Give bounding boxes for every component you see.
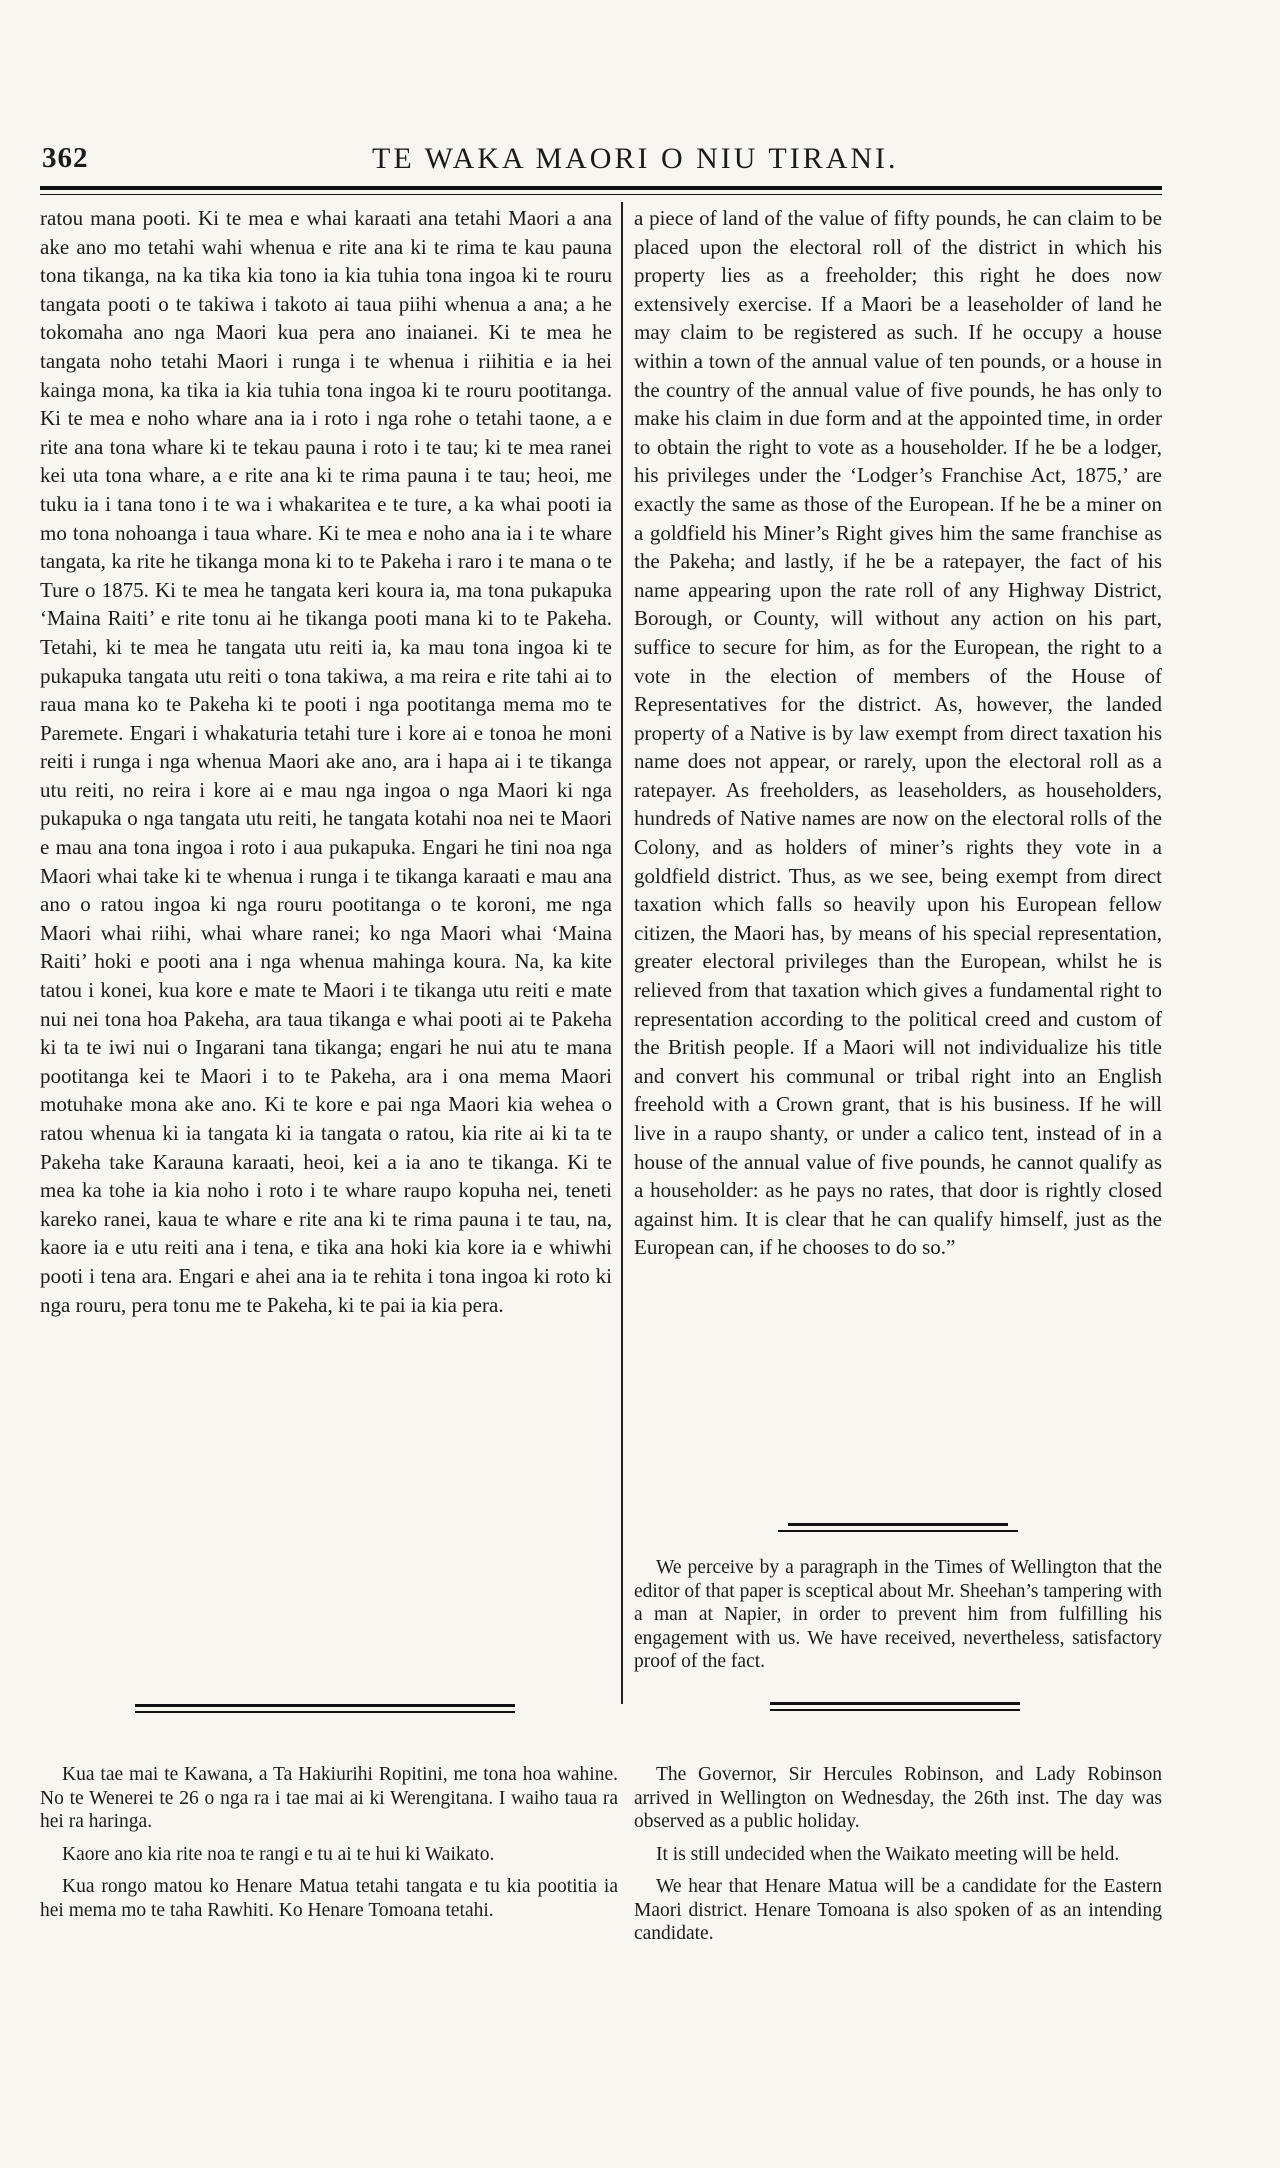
notes-separator-left-top (135, 1704, 515, 1707)
page-header (42, 138, 1162, 182)
maori-note-waikato: Kaore ano kia rite noa te rangi e tu ai te hui ki Waikato. (62, 1843, 495, 1865)
notes-separator-right-bottom (770, 1709, 1020, 1711)
header-rule-thin (40, 194, 1162, 195)
left-column-article (40, 204, 612, 1319)
times-notice-text: We perceive by a paragraph in the Times of Wellington that the editor of that paper is sceptical about Mr. Sheehan’s tampering with a man at Napier, in order to prevent him from fulfilling his engagement with us. We have received, nevertheless, satisfactory proof of the fact. (634, 1557, 1162, 1672)
times-notice (634, 1556, 1162, 1683)
page-number: 362 (42, 142, 89, 174)
notes-separator-right-top (770, 1702, 1020, 1705)
header-rule-thick (40, 186, 1162, 190)
masthead-title: TE WAKA MAORI O NIU TIRANI. (372, 142, 899, 175)
english-article-text: a piece of land of the value of fifty pounds, he can claim to be placed upon the electoral roll of the district in which his property lies as a freeholder; this right he does now extensively exercise. If a Maori be a leaseholder of land he may claim to be registered as such. If he occupy a house within a town of the annual value of ten pounds, or a house in the country of the annual value of five pounds, he has only to make his claim in due form and at the appointed time, in order to obtain the right to vote as a householder. If he be a lodger, his privileges under the ‘Lodger’s Franchise Act, 1875,’ are exactly the same as those of the European. If he be a miner on a goldfield his Miner’s Right gives him the same franchise as the Pakeha; and lastly, if he be a ratepayer, the fact of his name appearing upon the rate roll of any Highway District, Borough, or County, will without any action on his part, suffice to secure for him, as for the European, the right to a vote in the election of members of the House of Representatives for the district. As, however, the landed property of a Native is by law exempt from direct taxation his name does not appear, or rarely, upon the electoral roll as a ratepayer. As freeholders, as leaseholders, as householders, hundreds of Native names are now on the electoral rolls of the Colony, and as holders of miner’s rights they vote in a goldfield district. Thus, as we see, being exempt from direct taxation which falls so heavily upon his European fellow citizen, the Maori has, by means of his special representation, greater electoral privileges than the European, whilst he is relieved from that taxation which gives a fundamental right to representation according to the political creed and custom of the British people. If a Maori will not individualize his title and convert his communal or tribal right into an English freehold with a Crown grant, that is his business. If he will live in a raupo shanty, or under a calico tent, instead of in a house of the annual value of five pounds, he cannot qualify as a householder: as he pays no rates, that door is rightly closed against him. It is clear that he can qualify himself, just as the European can, if he chooses to do so.” (634, 206, 1162, 1260)
english-note-candidates: We hear that Henare Matua will be a candidate for the Eastern Maori district. Henare Tomoana is also spoken of as an intending candidate. (634, 1876, 1162, 1944)
notes-separator-left-bottom (135, 1711, 515, 1713)
english-note-governor: The Governor, Sir Hercules Robinson, and Lady Robinson arrived in Wellington on Wednesday, the 26th inst. The day was observed as a public holiday. (634, 1764, 1162, 1832)
english-short-notes (634, 1763, 1162, 1955)
english-note-waikato: It is still undecided when the Waikato meeting will be held. (656, 1843, 1120, 1865)
notice-separator-top (788, 1523, 1008, 1526)
maori-article-text: ratou mana pooti. Ki te mea e whai karaati ana tetahi Maori a ana ake ano mo tetahi wahi whenua e rite ana ki te rima te kau pauna tona tikanga, na ka tika kia tono ia kia tuhia tona ingoa ki te rouru tangata pooti o te takiwa i takoto ai taua piihi whenua a ana; a he tokomaha ano nga Maori kua pera ano inaianei. Ki te mea he tangata noho tetahi Maori i runga i te whenua i riihitia e ia hei kainga mona, ka tika ia kia tuhia tona ingoa ki te rouru pootitanga. Ki te mea e noho whare ana ia i roto i nga rohe o tetahi taone, a e rite ana tona whare ki te tekau pauna i roto i te tau; ki te mea ranei kei uta tona whare, a e rite ana ki te rima pauna i te tau; heoi, me tuku ia i tana tono i te wa i whakaritea e te ture, a ka whai pooti ia mo tona nohoanga i taua whare. Ki te mea e noho ana ia i te whare tangata, ka rite he tikanga mona ki to te Pakeha i raro i te mana o te Ture o 1875. Ki te mea he tangata keri koura ia, ma tona pukapuka ‘Maina Raiti’ e rite tonu ai he tikanga pooti mana ki to te Pakeha. Tetahi, ki te mea he tangata utu reiti ia, ka mau tona ingoa ki te pukapuka tangata utu reiti o tona takiwa, a ma reira e rite tahi ai to raua mana ko te Pakeha ki te pooti i nga pootitanga mema mo te Paremete. Engari i whakaturia tetahi ture i kore ai e tonoa he moni reiti i runga i nga whenua Maori ake ano, ara i hapa ai i te tikanga utu reiti, no reira i kore ai e mau nga ingoa o nga Maori ki nga pukapuka o nga tangata utu reiti, he tangata kotahi noa nei te Maori e mau ana tona ingoa i roto i aua pukapuka. Engari he tini noa nga Maori whai take ki te whenua i runga i te tikanga karaati e mau ana ano o ratou ingoa ki nga rouru pootitanga o te koroni, me nga Maori whai riihi, whai whare ranei; ko nga Maori whai ‘Maina Raiti’ hoki e pooti ana i nga whenua mahinga koura. Na, ka kite tatou i konei, kua kore e mate te Maori i te tikanga utu reiti e mate nui nei tona hoa Pakeha, ara taua tikanga e whai pooti ai te Pakeha ki ta te iwi nui o Ingarani tana tikanga; engari he nui atu te mana pootitanga kei te Maori i to te Pakeha, ara i ona mema Maori motuhake mona ake ano. Ki te kore e pai nga Maori kia wehea o ratou whenua ki ia tangata ki ia tangata o ratou, kia rite ai ki ta te Pakeha take Karauna karaati, heoi, kei a ia ano te tikanga. Ki te mea ka tohe ia kia noho i roto i te whare raupo kopuha nei, teneti kareko ranei, kaua te whare e rite ana ki te rima pauna i te tau, na, kaore ia e utu reiti ana i tena, e tika ana hoki kia kore ia e whiwhi pooti i tena ara. Engari e ahei ana ia te rehita i tona ingoa ki roto ki nga rouru, pera tonu me te Pakeha, ki te pai ia kia pera. (40, 206, 612, 1317)
column-separator (621, 202, 623, 1704)
maori-note-candidates: Kua rongo matou ko Henare Matua tetahi tangata e tu kia pootitia ia hei mema mo te taha Rawhiti. Ko Henare Tomoana tetahi. (40, 1876, 618, 1921)
right-column-article (634, 204, 1162, 1262)
maori-note-governor: Kua tae mai te Kawana, a Ta Hakiurihi Ropitini, me tona hoa wahine. No te Wenerei te 26 o nga ra i tae mai ai ki Werengitana. I waiho taua ra hei ra haringa. (40, 1764, 618, 1832)
notice-separator-bottom (778, 1530, 1018, 1532)
maori-short-notes (40, 1763, 618, 1931)
